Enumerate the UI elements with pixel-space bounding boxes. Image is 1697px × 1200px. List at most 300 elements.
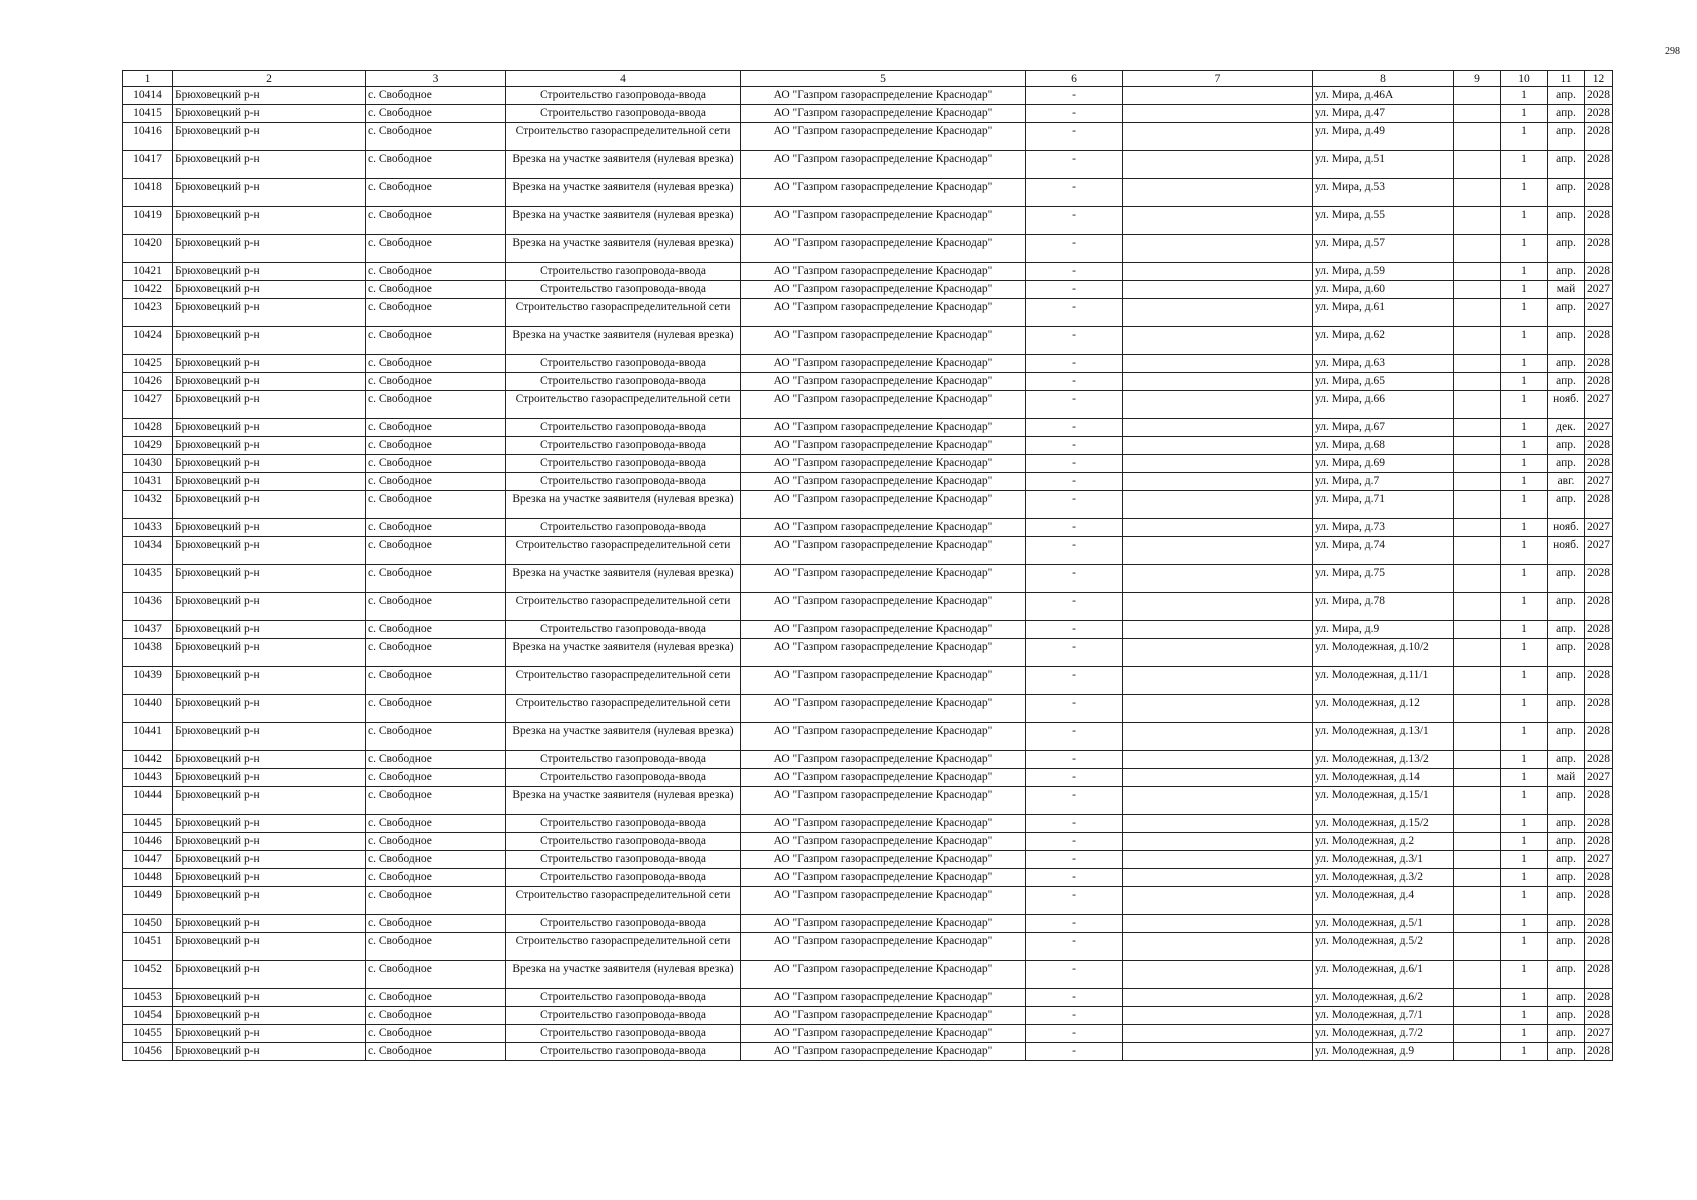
table-cell: 2027 xyxy=(1585,281,1613,299)
table-cell: 1 xyxy=(1501,327,1548,355)
table-cell: апр. xyxy=(1548,207,1585,235)
table-cell: ул. Молодежная, д.6/1 xyxy=(1313,961,1454,989)
table-cell: 1 xyxy=(1501,915,1548,933)
table-cell: Брюховецкий р-н xyxy=(173,537,366,565)
table-cell xyxy=(1123,723,1313,751)
table-cell: - xyxy=(1026,695,1123,723)
table-cell: апр. xyxy=(1548,491,1585,519)
table-row xyxy=(123,621,1613,639)
table-cell xyxy=(1123,869,1313,887)
table-cell: с. Свободное xyxy=(366,391,506,419)
table-cell: Врезка на участке заявителя (нулевая врезка) xyxy=(506,961,741,989)
table-cell: 1 xyxy=(1501,263,1548,281)
table-cell: - xyxy=(1026,723,1123,751)
table-cell xyxy=(1123,887,1313,915)
table-cell: АО "Газпром газораспределение Краснодар" xyxy=(741,419,1026,437)
table-cell: 1 xyxy=(1501,537,1548,565)
registry-table xyxy=(122,70,1613,1061)
table-cell: ул. Молодежная, д.5/2 xyxy=(1313,933,1454,961)
table-cell: май xyxy=(1548,769,1585,787)
table-cell: Врезка на участке заявителя (нулевая врезка) xyxy=(506,787,741,815)
table-cell: АО "Газпром газораспределение Краснодар" xyxy=(741,437,1026,455)
table-cell: - xyxy=(1026,787,1123,815)
table-cell xyxy=(1123,519,1313,537)
table-cell: 1 xyxy=(1501,667,1548,695)
table-cell: - xyxy=(1026,455,1123,473)
table-cell: Брюховецкий р-н xyxy=(173,565,366,593)
table-cell: 1 xyxy=(1501,355,1548,373)
table-row xyxy=(123,869,1613,887)
table-cell: 1 xyxy=(1501,437,1548,455)
table-row xyxy=(123,769,1613,787)
table-cell: 10425 xyxy=(123,355,173,373)
table-cell: - xyxy=(1026,639,1123,667)
table-cell: 10444 xyxy=(123,787,173,815)
table-cell xyxy=(1123,815,1313,833)
table-cell: ул. Мира, д.63 xyxy=(1313,355,1454,373)
table-row xyxy=(123,639,1613,667)
table-cell xyxy=(1454,437,1501,455)
table-cell: 10442 xyxy=(123,751,173,769)
table-cell: 1 xyxy=(1501,519,1548,537)
table-cell: - xyxy=(1026,887,1123,915)
table-cell: АО "Газпром газораспределение Краснодар" xyxy=(741,933,1026,961)
column-header: 12 xyxy=(1585,71,1613,87)
table-cell xyxy=(1123,1007,1313,1025)
table-row xyxy=(123,1007,1613,1025)
table-cell: с. Свободное xyxy=(366,815,506,833)
table-cell: Брюховецкий р-н xyxy=(173,593,366,621)
column-header: 9 xyxy=(1454,71,1501,87)
table-cell: Брюховецкий р-н xyxy=(173,833,366,851)
table-row xyxy=(123,355,1613,373)
table-cell: 2028 xyxy=(1585,751,1613,769)
table-cell: Брюховецкий р-н xyxy=(173,179,366,207)
table-cell xyxy=(1454,207,1501,235)
table-cell: АО "Газпром газораспределение Краснодар" xyxy=(741,565,1026,593)
table-cell xyxy=(1454,723,1501,751)
table-cell: апр. xyxy=(1548,851,1585,869)
table-cell: - xyxy=(1026,833,1123,851)
table-cell xyxy=(1123,281,1313,299)
table-row xyxy=(123,1025,1613,1043)
table-cell: апр. xyxy=(1548,179,1585,207)
table-cell: 2028 xyxy=(1585,151,1613,179)
table-cell: ул. Мира, д.59 xyxy=(1313,263,1454,281)
table-cell xyxy=(1454,851,1501,869)
table-cell: - xyxy=(1026,961,1123,989)
table-cell: Брюховецкий р-н xyxy=(173,1007,366,1025)
table-cell xyxy=(1454,455,1501,473)
table-cell: 10453 xyxy=(123,989,173,1007)
table-cell: АО "Газпром газораспределение Краснодар" xyxy=(741,263,1026,281)
table-cell xyxy=(1123,391,1313,419)
table-cell: АО "Газпром газораспределение Краснодар" xyxy=(741,833,1026,851)
table-cell: АО "Газпром газораспределение Краснодар" xyxy=(741,667,1026,695)
table-cell: апр. xyxy=(1548,565,1585,593)
table-row xyxy=(123,105,1613,123)
table-cell: АО "Газпром газораспределение Краснодар" xyxy=(741,961,1026,989)
table-row xyxy=(123,299,1613,327)
table-cell: - xyxy=(1026,751,1123,769)
table-cell: Строительство газопровода-ввода xyxy=(506,473,741,491)
table-cell: апр. xyxy=(1548,327,1585,355)
table-cell: - xyxy=(1026,151,1123,179)
table-cell: с. Свободное xyxy=(366,281,506,299)
header-row xyxy=(123,71,1613,87)
table-cell xyxy=(1454,621,1501,639)
table-cell: Строительство газораспределительной сети xyxy=(506,695,741,723)
table-cell: с. Свободное xyxy=(366,961,506,989)
table-cell: Строительство газопровода-ввода xyxy=(506,1043,741,1061)
table-cell: 2028 xyxy=(1585,87,1613,105)
table-cell: - xyxy=(1026,869,1123,887)
table-cell: Брюховецкий р-н xyxy=(173,207,366,235)
table-cell: - xyxy=(1026,373,1123,391)
table-cell: Брюховецкий р-н xyxy=(173,491,366,519)
table-cell: - xyxy=(1026,327,1123,355)
column-header: 8 xyxy=(1313,71,1454,87)
table-cell: ул. Молодежная, д.5/1 xyxy=(1313,915,1454,933)
table-cell: Строительство газопровода-ввода xyxy=(506,355,741,373)
table-cell xyxy=(1454,105,1501,123)
table-cell xyxy=(1454,123,1501,151)
table-cell: ул. Молодежная, д.4 xyxy=(1313,887,1454,915)
table-cell: с. Свободное xyxy=(366,327,506,355)
table-cell: ул. Мира, д.71 xyxy=(1313,491,1454,519)
table-cell: - xyxy=(1026,537,1123,565)
table-cell: АО "Газпром газораспределение Краснодар" xyxy=(741,869,1026,887)
table-row xyxy=(123,787,1613,815)
table-cell: АО "Газпром газораспределение Краснодар" xyxy=(741,281,1026,299)
table-cell: ул. Молодежная, д.6/2 xyxy=(1313,989,1454,1007)
table-cell: с. Свободное xyxy=(366,769,506,787)
table-cell: 10424 xyxy=(123,327,173,355)
table-cell xyxy=(1123,123,1313,151)
table-row xyxy=(123,593,1613,621)
table-cell: 2028 xyxy=(1585,105,1613,123)
table-cell: ул. Мира, д.61 xyxy=(1313,299,1454,327)
table-row xyxy=(123,151,1613,179)
table-cell: Строительство газопровода-ввода xyxy=(506,851,741,869)
table-cell: 2028 xyxy=(1585,355,1613,373)
table-cell: 1 xyxy=(1501,1043,1548,1061)
table-cell: 2027 xyxy=(1585,1025,1613,1043)
table-cell xyxy=(1123,833,1313,851)
table-cell: 10451 xyxy=(123,933,173,961)
table-cell: Врезка на участке заявителя (нулевая врезка) xyxy=(506,723,741,751)
table-cell: АО "Газпром газораспределение Краснодар" xyxy=(741,179,1026,207)
table-cell xyxy=(1123,473,1313,491)
table-cell xyxy=(1454,281,1501,299)
table-cell xyxy=(1123,373,1313,391)
table-cell: ул. Молодежная, д.15/1 xyxy=(1313,787,1454,815)
table-cell: АО "Газпром газораспределение Краснодар" xyxy=(741,491,1026,519)
table-cell: Строительство газораспределительной сети xyxy=(506,123,741,151)
table-cell: - xyxy=(1026,915,1123,933)
table-cell xyxy=(1454,869,1501,887)
table-cell: - xyxy=(1026,1043,1123,1061)
table-cell: 2028 xyxy=(1585,263,1613,281)
table-cell: 2028 xyxy=(1585,373,1613,391)
table-cell: нояб. xyxy=(1548,391,1585,419)
table-cell xyxy=(1454,151,1501,179)
table-cell: Строительство газораспределительной сети xyxy=(506,667,741,695)
column-header: 7 xyxy=(1123,71,1313,87)
table-cell: 1 xyxy=(1501,989,1548,1007)
table-cell xyxy=(1454,933,1501,961)
table-cell: с. Свободное xyxy=(366,751,506,769)
table-cell: 2028 xyxy=(1585,887,1613,915)
table-cell: апр. xyxy=(1548,263,1585,281)
table-cell: апр. xyxy=(1548,621,1585,639)
table-cell: АО "Газпром газораспределение Краснодар" xyxy=(741,815,1026,833)
table-cell: - xyxy=(1026,105,1123,123)
table-cell: Брюховецкий р-н xyxy=(173,391,366,419)
table-cell: ул. Мира, д.68 xyxy=(1313,437,1454,455)
table-cell: 2028 xyxy=(1585,639,1613,667)
table-cell xyxy=(1123,327,1313,355)
table-row xyxy=(123,989,1613,1007)
table-cell: Строительство газораспределительной сети xyxy=(506,887,741,915)
table-cell: - xyxy=(1026,207,1123,235)
table-body xyxy=(123,87,1613,1061)
table-row xyxy=(123,373,1613,391)
table-cell: ул. Молодежная, д.7/2 xyxy=(1313,1025,1454,1043)
table-cell: апр. xyxy=(1548,751,1585,769)
table-cell: Строительство газопровода-ввода xyxy=(506,373,741,391)
table-cell: с. Свободное xyxy=(366,933,506,961)
table-cell: 1 xyxy=(1501,123,1548,151)
table-cell: апр. xyxy=(1548,961,1585,989)
table-cell: Брюховецкий р-н xyxy=(173,473,366,491)
table-cell xyxy=(1123,851,1313,869)
table-cell: 2027 xyxy=(1585,391,1613,419)
table-cell: Брюховецкий р-н xyxy=(173,105,366,123)
table-cell: ул. Мира, д.73 xyxy=(1313,519,1454,537)
table-cell: 10448 xyxy=(123,869,173,887)
table-cell: - xyxy=(1026,565,1123,593)
table-cell: 10446 xyxy=(123,833,173,851)
table-cell: 10436 xyxy=(123,593,173,621)
table-cell: Строительство газопровода-ввода xyxy=(506,437,741,455)
table-cell: 10435 xyxy=(123,565,173,593)
table-cell: 10415 xyxy=(123,105,173,123)
table-cell xyxy=(1123,565,1313,593)
table-cell: Брюховецкий р-н xyxy=(173,281,366,299)
table-cell: с. Свободное xyxy=(366,723,506,751)
table-cell: апр. xyxy=(1548,639,1585,667)
table-cell: Строительство газопровода-ввода xyxy=(506,105,741,123)
table-cell: 10426 xyxy=(123,373,173,391)
table-cell: с. Свободное xyxy=(366,373,506,391)
table-cell: апр. xyxy=(1548,235,1585,263)
table-cell: 1 xyxy=(1501,833,1548,851)
table-cell: Строительство газопровода-ввода xyxy=(506,1025,741,1043)
table-cell: Брюховецкий р-н xyxy=(173,887,366,915)
table-cell: с. Свободное xyxy=(366,565,506,593)
table-cell: апр. xyxy=(1548,1025,1585,1043)
table-cell: 10440 xyxy=(123,695,173,723)
table-row xyxy=(123,695,1613,723)
table-cell: Брюховецкий р-н xyxy=(173,933,366,961)
table-cell xyxy=(1123,491,1313,519)
table-cell: Брюховецкий р-н xyxy=(173,851,366,869)
table-cell xyxy=(1123,455,1313,473)
table-row xyxy=(123,723,1613,751)
table-cell: Брюховецкий р-н xyxy=(173,355,366,373)
table-cell xyxy=(1454,263,1501,281)
table-cell xyxy=(1454,179,1501,207)
table-cell: апр. xyxy=(1548,105,1585,123)
table-cell: 2027 xyxy=(1585,473,1613,491)
table-cell xyxy=(1123,87,1313,105)
table-cell: АО "Газпром газораспределение Краснодар" xyxy=(741,455,1026,473)
table-cell: Брюховецкий р-н xyxy=(173,787,366,815)
table-cell xyxy=(1123,961,1313,989)
table-cell xyxy=(1454,593,1501,621)
table-cell: АО "Газпром газораспределение Краснодар" xyxy=(741,235,1026,263)
table-cell: - xyxy=(1026,263,1123,281)
table-cell: - xyxy=(1026,179,1123,207)
table-row xyxy=(123,751,1613,769)
table-row xyxy=(123,207,1613,235)
table-cell: - xyxy=(1026,355,1123,373)
table-cell: 2028 xyxy=(1585,565,1613,593)
table-cell: АО "Газпром газораспределение Краснодар" xyxy=(741,105,1026,123)
column-header: 11 xyxy=(1548,71,1585,87)
table-cell xyxy=(1123,667,1313,695)
table-cell: 1 xyxy=(1501,281,1548,299)
table-cell xyxy=(1454,299,1501,327)
table-cell: ул. Мира, д.74 xyxy=(1313,537,1454,565)
table-cell: - xyxy=(1026,593,1123,621)
table-cell: АО "Газпром газораспределение Краснодар" xyxy=(741,621,1026,639)
table-cell: 1 xyxy=(1501,695,1548,723)
table-cell: 10420 xyxy=(123,235,173,263)
table-cell: 10437 xyxy=(123,621,173,639)
table-cell: 10418 xyxy=(123,179,173,207)
table-cell: Строительство газораспределительной сети xyxy=(506,391,741,419)
table-cell: ул. Мира, д.60 xyxy=(1313,281,1454,299)
table-cell: - xyxy=(1026,667,1123,695)
table-cell: с. Свободное xyxy=(366,123,506,151)
table-cell: Брюховецкий р-н xyxy=(173,455,366,473)
table-cell: Брюховецкий р-н xyxy=(173,1025,366,1043)
table-cell xyxy=(1454,565,1501,593)
table-cell: с. Свободное xyxy=(366,419,506,437)
table-cell: Брюховецкий р-н xyxy=(173,123,366,151)
table-cell: ул. Мира, д.47 xyxy=(1313,105,1454,123)
table-cell: Строительство газопровода-ввода xyxy=(506,833,741,851)
table-cell: Строительство газораспределительной сети xyxy=(506,299,741,327)
table-row xyxy=(123,491,1613,519)
table-cell xyxy=(1123,537,1313,565)
table-cell: 2027 xyxy=(1585,519,1613,537)
table-cell: апр. xyxy=(1548,695,1585,723)
table-cell xyxy=(1123,151,1313,179)
table-cell: Строительство газораспределительной сети xyxy=(506,537,741,565)
table-row xyxy=(123,473,1613,491)
table-cell: ул. Мира, д.65 xyxy=(1313,373,1454,391)
table-cell xyxy=(1123,639,1313,667)
table-cell: 2028 xyxy=(1585,933,1613,961)
table-cell: 10422 xyxy=(123,281,173,299)
table-row xyxy=(123,179,1613,207)
table-row xyxy=(123,519,1613,537)
table-cell: 1 xyxy=(1501,391,1548,419)
table-cell: 10430 xyxy=(123,455,173,473)
table-cell: 2028 xyxy=(1585,437,1613,455)
table-cell: АО "Газпром газораспределение Краснодар" xyxy=(741,1025,1026,1043)
table-cell: 1 xyxy=(1501,887,1548,915)
table-row xyxy=(123,667,1613,695)
table-cell xyxy=(1123,299,1313,327)
table-cell: 1 xyxy=(1501,933,1548,961)
table-cell: АО "Газпром газораспределение Краснодар" xyxy=(741,769,1026,787)
table-cell: 2028 xyxy=(1585,723,1613,751)
table-cell xyxy=(1454,473,1501,491)
table-cell: ул. Молодежная, д.10/2 xyxy=(1313,639,1454,667)
table-cell: 2028 xyxy=(1585,621,1613,639)
table-cell: 1 xyxy=(1501,565,1548,593)
table-cell: 10417 xyxy=(123,151,173,179)
table-cell xyxy=(1454,1043,1501,1061)
table-cell: с. Свободное xyxy=(366,491,506,519)
table-cell: АО "Газпром газораспределение Краснодар" xyxy=(741,989,1026,1007)
table-cell: ул. Мира, д.66 xyxy=(1313,391,1454,419)
table-cell: Врезка на участке заявителя (нулевая врезка) xyxy=(506,565,741,593)
table-cell: с. Свободное xyxy=(366,787,506,815)
table-cell xyxy=(1454,327,1501,355)
table-cell: 10438 xyxy=(123,639,173,667)
table-cell: Врезка на участке заявителя (нулевая врезка) xyxy=(506,327,741,355)
table-cell: с. Свободное xyxy=(366,833,506,851)
table-cell: 2028 xyxy=(1585,961,1613,989)
table-cell xyxy=(1454,833,1501,851)
table-cell: с. Свободное xyxy=(366,695,506,723)
column-header: 4 xyxy=(506,71,741,87)
table-cell: Брюховецкий р-н xyxy=(173,667,366,695)
table-cell: - xyxy=(1026,473,1123,491)
table-cell xyxy=(1123,1025,1313,1043)
table-cell: Врезка на участке заявителя (нулевая врезка) xyxy=(506,491,741,519)
table-cell: ул. Молодежная, д.7/1 xyxy=(1313,1007,1454,1025)
column-header: 3 xyxy=(366,71,506,87)
table-cell: ул. Мира, д.7 xyxy=(1313,473,1454,491)
table-cell: ул. Мира, д.75 xyxy=(1313,565,1454,593)
table-cell xyxy=(1123,235,1313,263)
table-cell: 2028 xyxy=(1585,327,1613,355)
table-cell xyxy=(1454,667,1501,695)
table-cell xyxy=(1123,593,1313,621)
table-cell: апр. xyxy=(1548,989,1585,1007)
table-cell: - xyxy=(1026,391,1123,419)
table-cell: АО "Газпром газораспределение Краснодар" xyxy=(741,123,1026,151)
table-cell xyxy=(1454,769,1501,787)
table-cell: Врезка на участке заявителя (нулевая врезка) xyxy=(506,151,741,179)
table-cell: 1 xyxy=(1501,419,1548,437)
table-cell: Брюховецкий р-н xyxy=(173,621,366,639)
table-cell: дек. xyxy=(1548,419,1585,437)
table-cell: нояб. xyxy=(1548,537,1585,565)
table-cell: с. Свободное xyxy=(366,519,506,537)
table-cell xyxy=(1123,989,1313,1007)
column-header: 5 xyxy=(741,71,1026,87)
table-cell: Строительство газопровода-ввода xyxy=(506,281,741,299)
table-cell: Брюховецкий р-н xyxy=(173,915,366,933)
table-cell: ул. Молодежная, д.13/1 xyxy=(1313,723,1454,751)
